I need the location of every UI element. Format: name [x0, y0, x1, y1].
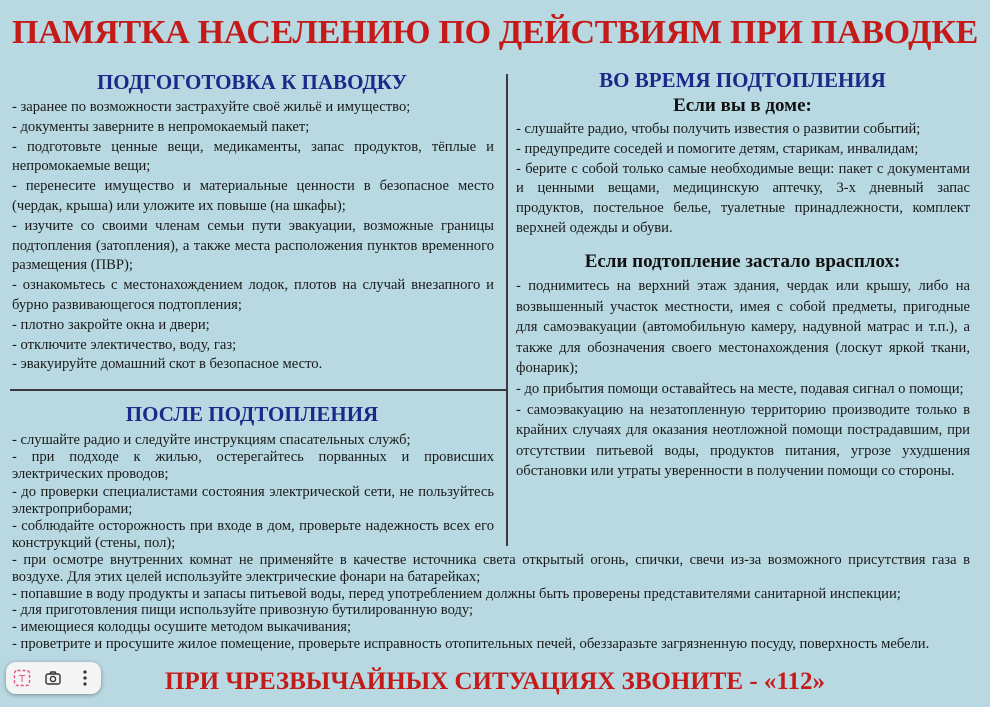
emergency-footer: ПРИ ЧРЕЗВЫЧАЙНЫХ СИТУАЦИЯХ ЗВОНИТЕ - «112»	[164, 668, 826, 695]
list-item: - соблюдайте осторожность при входе в дом, проверьте надежность всех его конструкций (стены, пол);	[12, 518, 494, 552]
list-item: - до проверки специалистами состояния электрической сети, не пользуйтесь электроприборами;	[12, 483, 494, 517]
list-item: - ознакомьтесь с местонахождением лодок, плотов на случай внезапного и бурно развивающегося подтопления;	[12, 277, 494, 313]
list-item: - подготовьте ценные вещи, медикаменты, запас продуктов, тёплые и непромокаемые вещи;	[12, 138, 494, 175]
list-item: - перенесите имущество и материальные ценности в безопасное место (чердак, крыша) или уложите их повыше (на шкафы);	[12, 178, 494, 214]
divider-horizontal	[10, 389, 507, 391]
list-item: - заранее по возможности застрахуйте своё жильё и имущество;	[12, 99, 411, 115]
list-item: - при осмотре внутренних комнат не применяйте в качестве источника света открытый огонь, спички, свечи из-за возможного присутствия газа в воздухе. Для этих целей используйте электрические фонари на батарейках;	[12, 552, 970, 585]
list-item: - при подходе к жилью, остерегайтесь порванных и провисших электрических проводов;	[12, 449, 494, 483]
home-list	[516, 120, 970, 239]
surprise-subheading: Если подтопление застало врасплох:	[584, 251, 901, 272]
list-item: - изучите со своими членам семьи пути эвакуации, возможные границы подтопления (затопления), а также места расположения пунктов временного размещения (ПВР);	[12, 217, 494, 274]
list-item: - эвакуируйте домашний скот в безопасное место.	[12, 356, 323, 373]
floating-toolbar	[6, 662, 101, 694]
list-item: - самоэвакуацию на незатопленную территорию производите только в крайних случаях для оказания неотложной помощи пострадавшим, при отсутствии питьевой воды, продуктов питания, угрозе ухудшения обстановки или утраты уверенности в получении помощи со стороны.	[516, 401, 970, 480]
after-wide-list	[12, 552, 970, 664]
after-heading: ПОСЛЕ ПОДТОПЛЕНИЯ	[125, 402, 379, 426]
list-item: - документы заверните в непромокаемый пакет;	[12, 118, 310, 135]
list-item: - для приготовления пищи используйте привозную бутилированную воду;	[12, 602, 474, 619]
list-item: - слушайте радио и следуйте инструкциям спасательных служб;	[12, 432, 411, 448]
list-item: - попавшие в воду продукты и запасы питьевой воды, перед употреблением должны быть проверены представителями санитарной инспекции;	[12, 585, 901, 602]
home-subheading: Если вы в доме:	[673, 95, 812, 116]
divider-vertical	[506, 74, 508, 546]
list-item: - берите с собой только самые необходимые вещи: пакет с документами и ценными вещами, медицинскую аптечку, 3-х дневный запас продуктов, постельное белье, туалетные принадлежности, комплект верхней одежды и обуви.	[516, 160, 970, 236]
surprise-list	[516, 276, 970, 482]
camera-icon[interactable]	[40, 665, 66, 691]
prep-list	[12, 98, 494, 375]
after-list	[12, 432, 494, 552]
list-item: - поднимитесь на верхний этаж здания, чердак или крышу, либо на возвышенный участок местности, имея с собой предметы, пригодные для самоэвакуации (автомобильную камеру, надувной матрас и т.п.), а также для обозначения своего местонахождения (лоскут яркой ткани, фонарик);	[516, 278, 970, 377]
list-item: - предупредите соседей и помогите детям, старикам, инвалидам;	[516, 140, 919, 157]
page-title: ПАМЯТКА НАСЕЛЕНИЮ ПО ДЕЙСТВИЯМ ПРИ ПАВОДКЕ	[12, 14, 978, 51]
list-item: - проветрите и просушите жилое помещение, проверьте исправность отопительных печей, обеззаразьте загрязненную посуду, поверхность мебели.	[12, 635, 930, 652]
list-item: - до прибытия помощи оставайтесь на месте, подавая сигнал о помощи;	[516, 380, 964, 397]
prep-heading: ПОДГОГОТОВКА К ПАВОДКУ	[96, 70, 408, 94]
list-item: - отключите электичество, воду, газ;	[12, 336, 237, 353]
during-heading: ВО ВРЕМЯ ПОДТОПЛЕНИЯ	[599, 68, 886, 92]
list-item: - слушайте радио, чтобы получить известия о развитии событий;	[516, 121, 921, 137]
text-select-icon[interactable]	[9, 665, 35, 691]
list-item: - плотно закройте окна и двери;	[12, 316, 210, 333]
more-icon[interactable]	[72, 665, 98, 691]
svg-text:T: T	[18, 674, 25, 685]
list-item: - имеющиеся колодцы осушите методом выкачивания;	[12, 619, 352, 636]
